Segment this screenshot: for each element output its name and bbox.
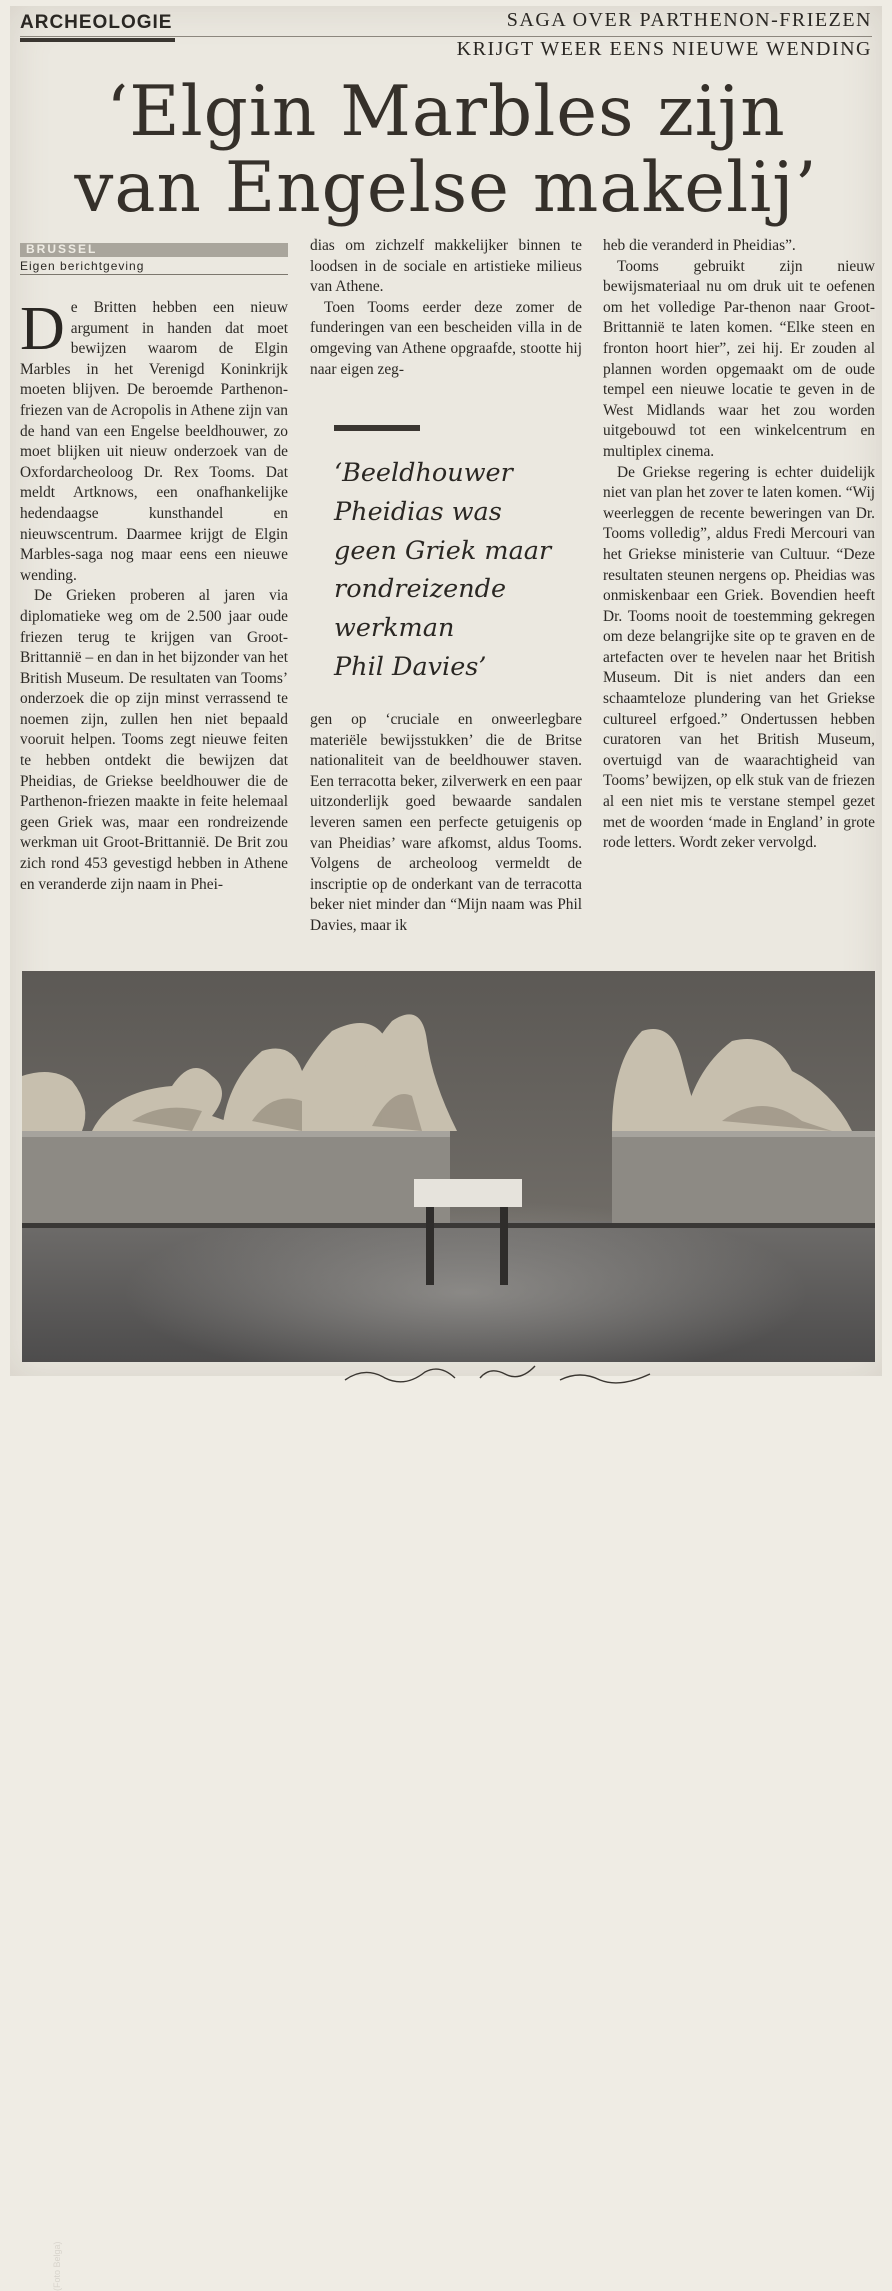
article-column-2-bottom — [310, 710, 582, 937]
gallery-illustration — [22, 971, 875, 1362]
photo-credit: (Foto Belga) — [52, 2241, 62, 2291]
kicker-line-2: KRIJGT WEER EENS NIEUWE WENDING — [456, 38, 872, 60]
article-paragraph: De Grieken proberen al jaren via diplomatieke weg om de 2.500 jaar oude friezen terug te krijgen van Groot-Brittannië – en dan in het bijzonder van het British Museum. De resultaten van Tooms’ onderzoek die op zijn minst verrassend te noemen zijn, zullen hen niet bepaald vooruit helpen. Tooms zegt nieuwe feiten te hebben ontdekt die bewijzen dat Pheidias, de Griekse beeldhouwer die de Parthenon-friezen maakte in feite helemaal geen Griek was, maar een rondreizende werkman uit Groot-Brittannië. De Brit zou zich rond 453 gevestigd hebben in Athene en veranderde zijn naam in Phei- — [20, 587, 288, 893]
article-paragraph: heb die veranderd in Pheidias”. — [603, 237, 796, 254]
article-paragraph: Toen Tooms eerder deze zomer de funderingen van een bescheiden villa in de omgeving van Athene opgraafde, stootte hij naar eigen zeg- — [310, 298, 582, 378]
pullquote-line: werkman — [334, 613, 455, 644]
pullquote-line: rondreizende — [334, 574, 507, 605]
section-underline — [20, 38, 175, 42]
article-paragraph — [20, 295, 288, 586]
handwritten-scribble — [340, 1362, 660, 1382]
pullquote-line: ‘Beeldhouwer — [334, 458, 513, 488]
barrier-rail — [22, 1223, 875, 1228]
left-plinth — [22, 1131, 450, 1226]
byline-source: Eigen berichtgeving — [20, 259, 145, 273]
pullquote — [334, 454, 584, 687]
header-rule — [20, 36, 872, 37]
byline-city: BRUSSEL — [26, 242, 98, 256]
section-label: ARCHEOLOGIE — [20, 12, 173, 33]
headline-line-1: ‘Elgin Marbles zijn — [106, 72, 786, 152]
headline — [20, 74, 872, 226]
article-column-3 — [603, 236, 875, 854]
pullquote-line: geen Griek maar — [334, 535, 552, 566]
article-paragraph: dias om zichzelf makkelijker binnen te loodsen in de sociale en artistieke milieus van Athene. — [310, 237, 582, 296]
pullquote-line: Pheidias was — [334, 496, 502, 527]
kicker-line-1: SAGA OVER PARTHENON-FRIEZEN — [506, 9, 872, 31]
drop-cap: D — [20, 295, 65, 363]
paragraph-text: e Britten hebben een nieuw argument in handen dat moet bewijzen waarom de Elgin Marbles in het Verenigd Koninkrijk moeten blijven. De beroemde Parthenon-friezen van de Acropolis in Athene zijn van de hand van een Engelse beeldhouwer, zo moet blijken uit nieuw onderzoek van de Oxfordarcheoloog Dr. Rex Tooms. Dat meldt Artknows, een onafhankelijke hedendaagse kunsthandel en nieuwscentrum. Daarmee krijgt de Elgin Marbles-saga nog maar eens een nieuwe wending. — [20, 299, 288, 584]
article-paragraph: gen op ‘cruciale en onweerlegbare materiële bewijsstukken’ die de Britse nationaliteit van de beeldhouwer staven. Een terracotta beker, zilverwerk en een paar uitzonderlijk goed bewaarde sandalen leveren samen een perfecte getuigenis op van Pheidias’ ware afkomst, aldus Tooms. Volgens de archeoloog vermeldt de inscriptie op de onderkant van de terracotta beker niet minder dan “Mijn naam was Phil Davies, maar ik — [310, 711, 582, 934]
article-column-2-top — [310, 236, 582, 380]
right-plinth — [612, 1131, 875, 1226]
pullquote-bar — [334, 425, 420, 431]
article-paragraph: Tooms gebruikt zijn nieuw bewijsmateriaal nu om druk uit te oefenen om het volledige Par-thenon naar Groot-Brittannië te laten komen. “Elke steen en fronton hoort hier”, zei hij. Er zouden al plannen worden opgemaakt om de oude tempel een nieuwe locatie te geven in de West Midlands waar het zou worden uitgebouwd tot een winkelcentrum en multiplex cinema. — [603, 257, 875, 460]
display-case — [414, 1179, 522, 1207]
article-paragraph: De Griekse regering is echter duidelijk niet van plan het zover te laten komen. “Wij weerleggen de recente beweringen van Dr. Tooms volledig”, aldus Fredi Mercouri van het Griekse ministerie van Cultuur. “Deze resultaten steunen nergens op. Pheidias was onmiskenbaar een Griek. Bovendien heeft Dr. Tooms nooit de toestemming gekregen om deze belangrijke site op te graven en de artefacten over te hevelen naar het British Museum. Dit is niet anders dan een schaamteloze plundering van het Griekse cultureel erfgoed.” Ondertussen hebben curatoren van het British Museum, overtuigd van de waarachtigheid van Tooms’ bewijzen, op elk stuk van de friezen al een niet mis te verstane stempel gezet met de woorden ‘made in England’ in grote rode letters. Wordt zeker vervolgd. — [603, 463, 875, 852]
article-column-1 — [20, 295, 288, 895]
pullquote-line: Phil Davies’ — [334, 651, 487, 682]
headline-line-2: van Engelse makelij’ — [74, 148, 818, 228]
museum-photo — [22, 971, 875, 2291]
byline-rule — [20, 274, 288, 275]
